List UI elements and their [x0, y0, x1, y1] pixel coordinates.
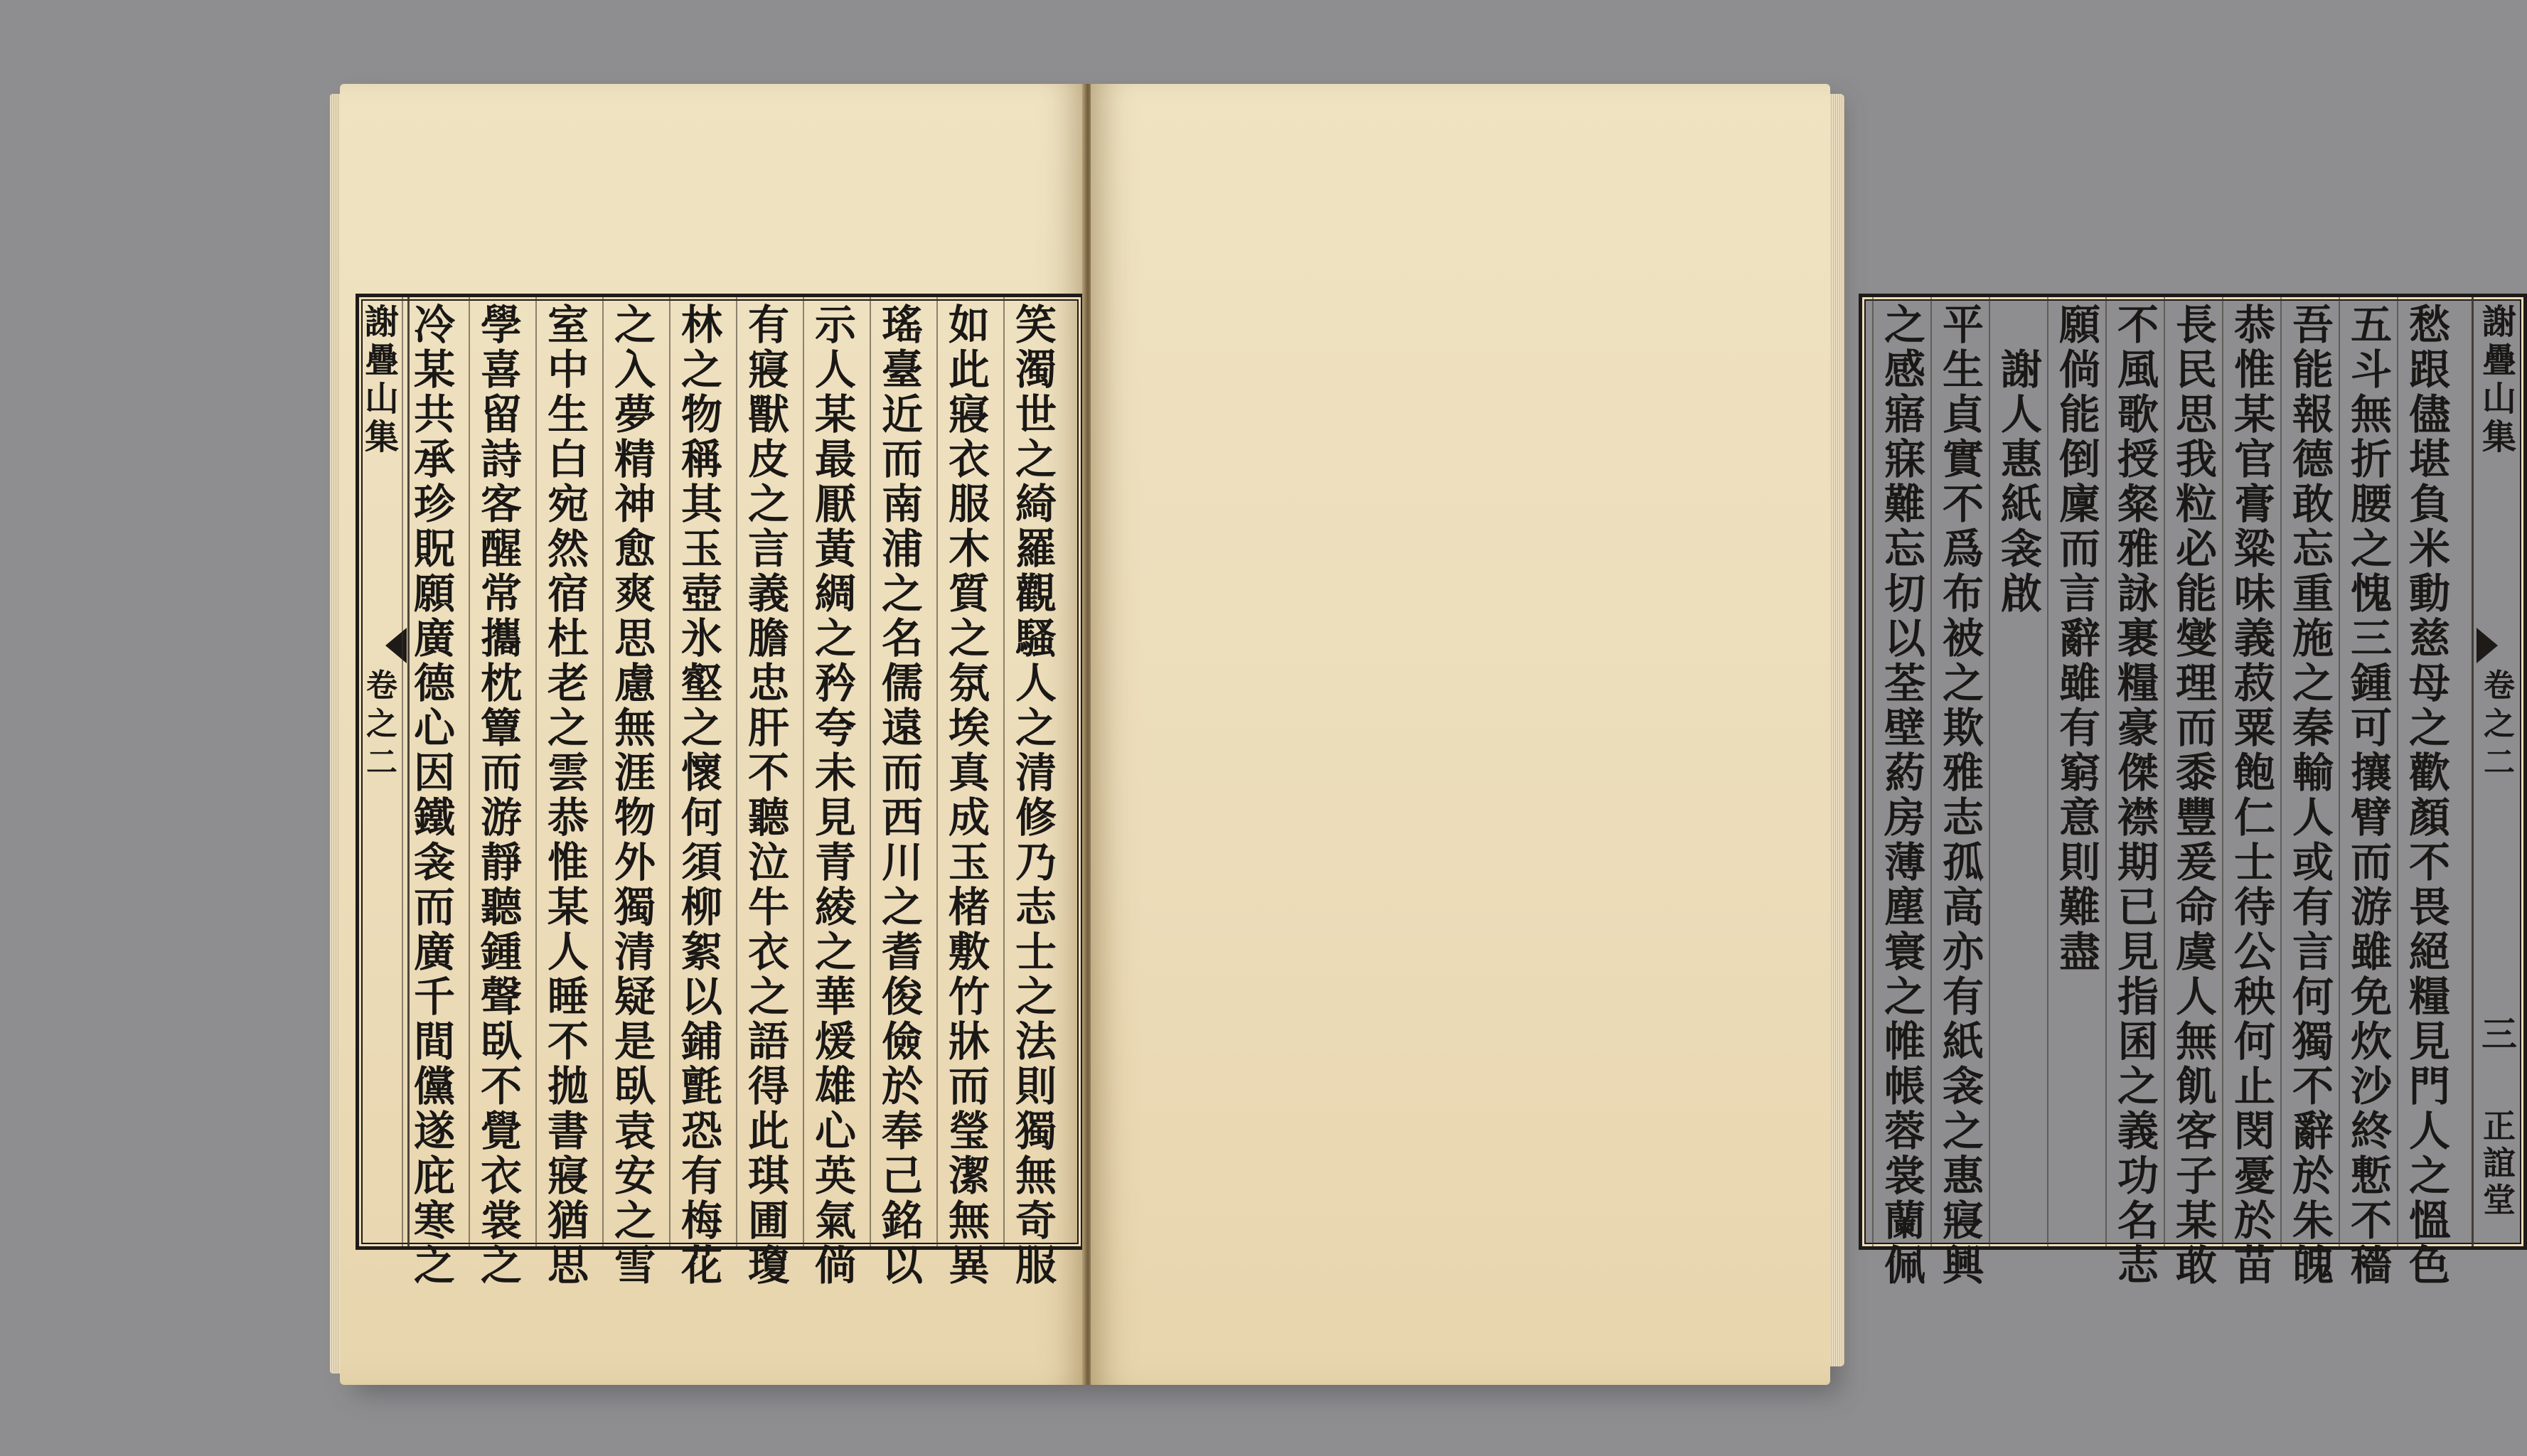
- text-column: 瑤 臺 近 而 南 浦 之 名 儒 遠 而 西 川 之 耆 俊 儉 於 奉 己 銘 以: [881, 301, 923, 1290]
- column-rule: [736, 297, 737, 1246]
- text-column: 林 之 物 稱 其 玉 壺 氷 壑 之 懷 何 須 柳 絮 以 鋪 氈 恐 有 梅 花: [680, 301, 722, 1290]
- column-rule: [803, 297, 804, 1246]
- column-rule: [1930, 297, 1932, 1246]
- text-column: 恭 惟 某 官 膏 粱 味 義 菽 粟 飽 仁 士 待 公 秧 何 止 閔 憂 於 苗: [2233, 301, 2275, 1290]
- right-text-frame: [1859, 294, 2527, 1290]
- banxin-border-left: [407, 297, 410, 1246]
- right-page-edges: [1829, 94, 1844, 1366]
- column-rule: [535, 297, 537, 1246]
- text-column: 吾 能 報 德 敢 忘 重 施 之 秦 輸 人 或 有 言 何 獨 不 辭 於 朱 魄: [2292, 301, 2334, 1290]
- column-rule: [2339, 297, 2340, 1246]
- left-text-frame: [356, 294, 1084, 1290]
- text-column: 有 寢 獸 皮 之 言 義 膽 忠 肝 不 聽 泣 牛 衣 之 語 得 此 琪 圃 瓊: [747, 301, 789, 1290]
- text-column: 笑 濁 世 之 綺 羅 觀 騷 人 之 清 修 乃 志 士 之 法 則 獨 無 奇 服: [1015, 301, 1057, 1290]
- text-column: 愁 跟 儘 堪 負 米 動 慈 母 之 歡 顏 不 畏 絕 糧 見 門 人 之 慍 色: [2408, 301, 2450, 1290]
- left-fishtail-mark: [364, 628, 407, 663]
- column-rule: [2164, 297, 2165, 1246]
- column-rule: [936, 297, 938, 1246]
- column-rule: [2047, 297, 2048, 1246]
- banxin-border-right: [2472, 297, 2474, 1246]
- column-rule: [1003, 297, 1005, 1246]
- column-rule: [1989, 297, 1990, 1246]
- open-book: [340, 84, 2517, 1385]
- column-rule: [1872, 297, 1874, 1246]
- column-rule: [469, 297, 470, 1246]
- left-banxin-volume: 卷之二: [366, 668, 397, 781]
- column-rule: [402, 297, 403, 1246]
- right-page: [1091, 84, 2517, 1385]
- column-rule: [602, 297, 604, 1246]
- text-column: 願 倘 能 倒 廩 而 言 辭 雖 有 窮 意 則 難 盡: [2058, 301, 2100, 976]
- text-column: 長 民 思 我 粒 必 能 燮 理 而 黍 豐 爰 命 虞 人 無 飢 客 子 某 敢: [2175, 301, 2217, 1290]
- text-column: 示 人 某 最 厭 黃 綢 之 矜 夸 未 見 青 綾 之 華 煖 雄 心 英 氣 倘: [814, 301, 856, 1290]
- text-column: 冷 某 共 承 珍 貺 願 廣 德 心 因 鐵 衾 而 廣 千 間 儻 遂 庇 寒 之: [413, 301, 455, 1290]
- text-column: 如 此 寢 衣 服 木 質 之 氛 埃 真 成 玉 楮 敷 竹 牀 而 瑩 潔 無 異: [948, 301, 990, 1290]
- column-rule: [2105, 297, 2107, 1246]
- column-rule: [870, 297, 871, 1246]
- left-banxin-title: 謝疊山集: [364, 302, 399, 457]
- column-rule: [2397, 297, 2398, 1246]
- right-banxin-title: 謝疊山集: [2481, 302, 2516, 457]
- text-column: 不 風 歌 授 粲 雅 詠 裹 糧 豪 傑 襟 期 已 見 指 囷 之 義 功 名 志: [2117, 301, 2159, 1290]
- right-fishtail-mark: [2477, 628, 2519, 663]
- text-column: 學 喜 留 詩 客 醒 常 攜 枕 簟 而 游 靜 聽 鍾 聲 臥 不 覺 衣 裳 之: [480, 301, 522, 1290]
- text-column: 謝 人 惠 紙 衾 啟: [2000, 346, 2042, 618]
- text-column: 五 斗 無 折 腰 之 愧 三 鍾 可 攘 臂 而 游 雖 免 炊 沙 終 慙 不 穡: [2350, 301, 2392, 1290]
- column-rule: [2222, 297, 2223, 1246]
- text-column: 室 中 生 白 宛 然 宿 杜 老 之 雲 恭 惟 某 人 睡 不 拋 書 寢 猶 思: [547, 301, 589, 1290]
- text-column: 之 感 寤 寐 難 忘 切 以 荃 壁 葯 房 薄 塵 寰 之 帷 帳 蓉 裳 蘭 佩: [1884, 301, 1925, 1290]
- text-column: 平 生 貞 實 不 爲 布 被 之 欺 雅 志 孤 高 亦 有 紙 衾 之 惠 寢 興: [1942, 301, 1984, 1290]
- column-rule: [669, 297, 671, 1246]
- left-page: [340, 84, 1085, 1385]
- text-column: 之 入 夢 精 神 愈 爽 思 慮 無 涯 物 外 獨 清 疑 是 臥 袁 安 之 雪: [614, 301, 656, 1290]
- column-rule: [2280, 297, 2282, 1246]
- right-banxin-volume: 卷之二: [2484, 668, 2515, 781]
- right-banxin-hall-name: 正誼堂: [2483, 1107, 2516, 1219]
- right-banxin-page-number: 三: [2481, 1013, 2517, 1055]
